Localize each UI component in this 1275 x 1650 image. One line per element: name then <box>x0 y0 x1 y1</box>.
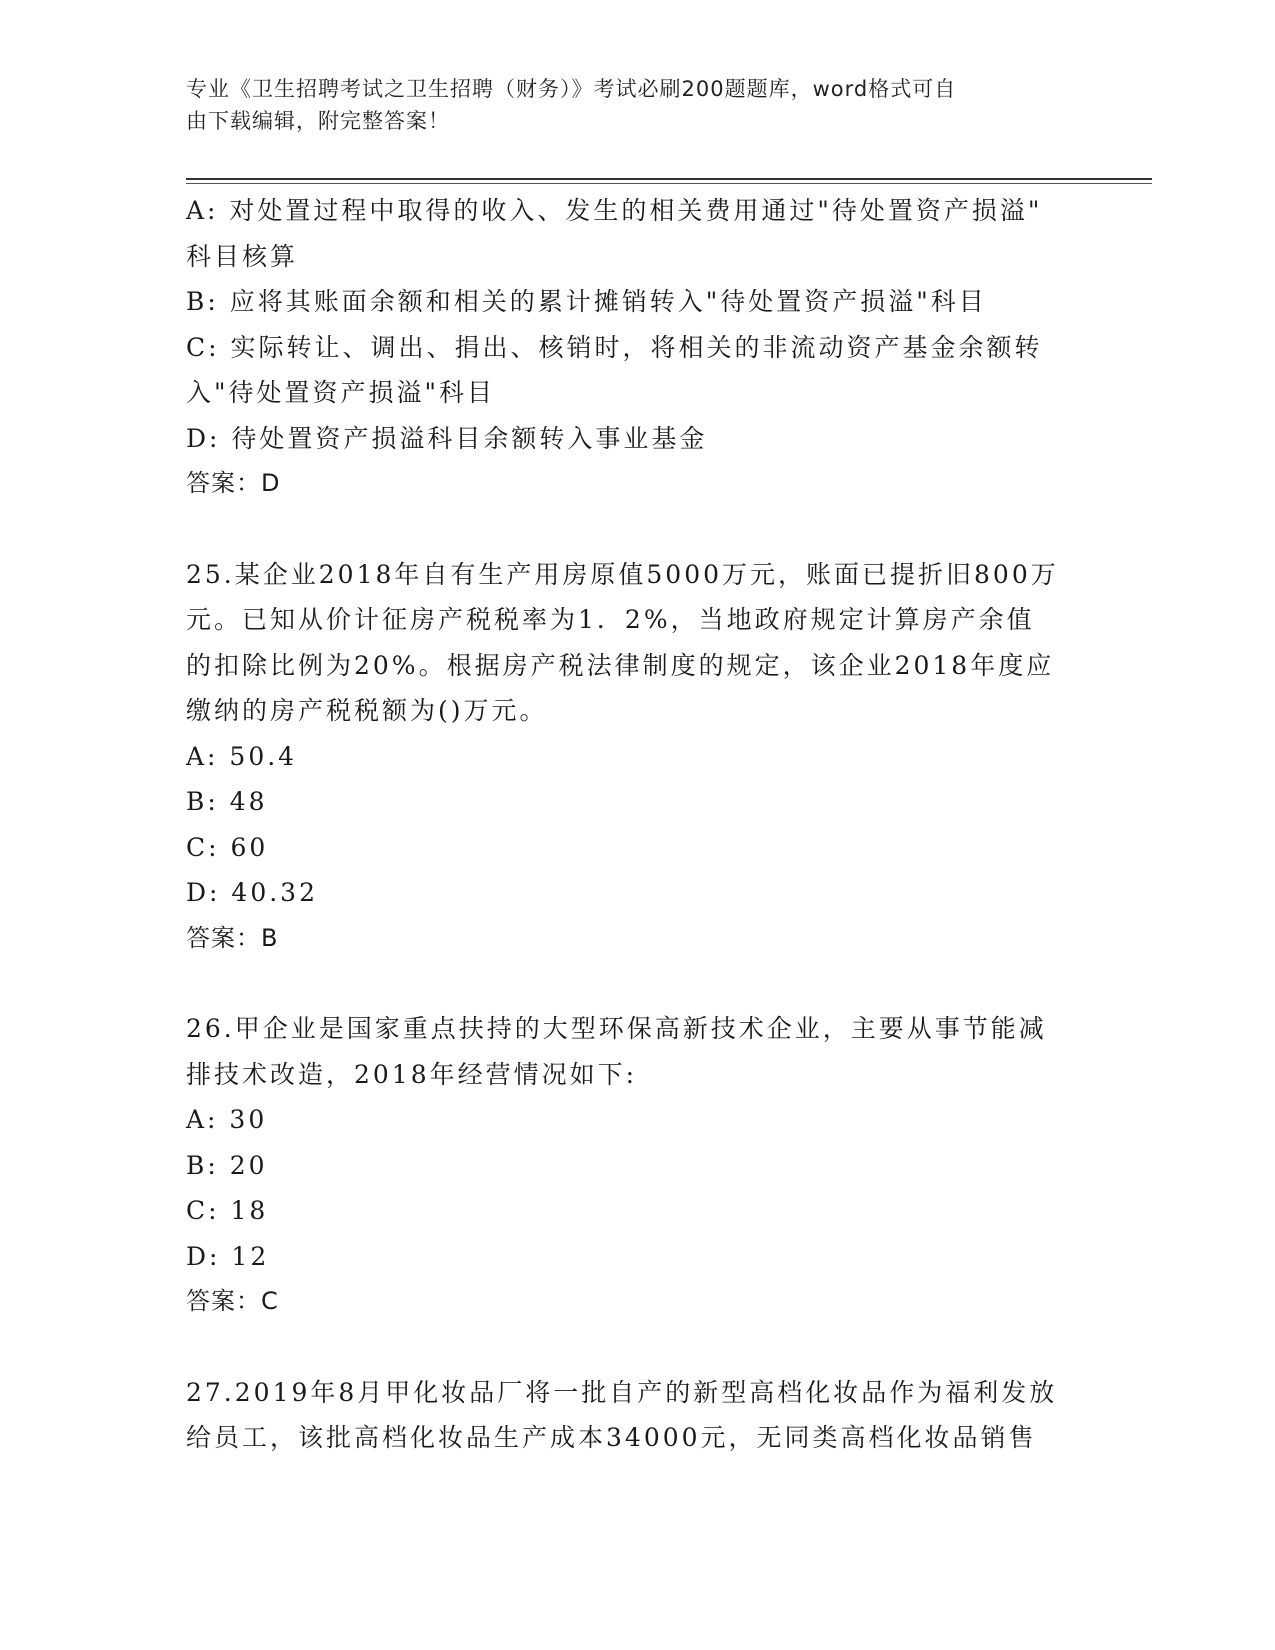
q25-answer: 答案：B <box>186 923 279 952</box>
q25-option-a: A: 50.4 <box>186 741 298 771</box>
q24-answer: 答案：D <box>186 469 281 497</box>
spacer <box>186 1325 1086 1370</box>
header-line-2: 由下载编辑，附完整答案！ <box>186 109 450 133</box>
spacer <box>186 961 1086 1006</box>
q25-stem-line-3: 的扣除比例为20%。根据房产税法律制度的规定，该企业2018年度应 <box>186 650 1055 680</box>
question-27-block <box>186 1370 1086 1461</box>
document-header <box>186 73 1066 137</box>
q26-stem-line-2: 排技术改造，2018年经营情况如下: <box>186 1059 638 1089</box>
question-26-block <box>186 1006 1086 1325</box>
q24-option-a-line-2: 科目核算 <box>186 241 299 271</box>
q25-stem-line-4: 缴纳的房产税税额为()万元。 <box>186 696 548 725</box>
q25-stem-line-1: 25.某企业2018年自有生产用房原值5000万元，账面已提折旧800万 <box>186 559 1059 589</box>
q27-stem-line-2: 给员工，该批高档化妆品生产成本34000元，无同类高档化妆品销售 <box>186 1423 1037 1452</box>
header-line-1: 专业《卫生招聘考试之卫生招聘（财务）》考试必刷200题题库，word格式可自 <box>186 77 957 101</box>
q26-answer: 答案：C <box>186 1287 279 1315</box>
q24-option-c-line-2: 入"待处置资产损溢"科目 <box>186 378 495 407</box>
spacer <box>186 507 1086 552</box>
q26-stem-line-1: 26.甲企业是国家重点扶持的大型环保高新技术企业，主要从事节能减 <box>186 1014 1047 1043</box>
q24-option-b: B: 应将其账面余额和相关的累计摊销转入"待处置资产损溢"科目 <box>186 287 987 316</box>
q25-option-b: B: 48 <box>186 787 268 816</box>
q26-option-d: D: 12 <box>186 1241 270 1271</box>
question-content <box>186 188 1086 1461</box>
header-rule-thick <box>186 178 1152 180</box>
question-24-block <box>186 188 1086 507</box>
q27-stem-line-1: 27.2019年8月甲化妆品厂将一批自产的新型高档化妆品作为福利发放 <box>186 1377 1058 1407</box>
q24-option-c-line-1: C: 实际转让、调出、捐出、核销时，将相关的非流动资产基金余额转 <box>186 332 1043 362</box>
q25-stem-line-2: 元。已知从价计征房产税税率为1．2%，当地政府规定计算房产余值 <box>186 605 1035 634</box>
q26-option-a: A: 30 <box>186 1105 268 1134</box>
question-25-block <box>186 552 1086 962</box>
q25-option-d: D: 40.32 <box>186 878 318 907</box>
q24-option-d: D: 待处置资产损溢科目余额转入事业基金 <box>186 423 708 453</box>
q25-option-c: C: 60 <box>186 832 269 862</box>
q26-option-b: B: 20 <box>186 1150 268 1180</box>
header-rule-thin <box>186 183 1152 184</box>
q26-option-c: C: 18 <box>186 1196 269 1225</box>
q24-option-a-line-1: A: 对处置过程中取得的收入、发生的相关费用通过"待处置资产损溢" <box>186 196 1043 225</box>
